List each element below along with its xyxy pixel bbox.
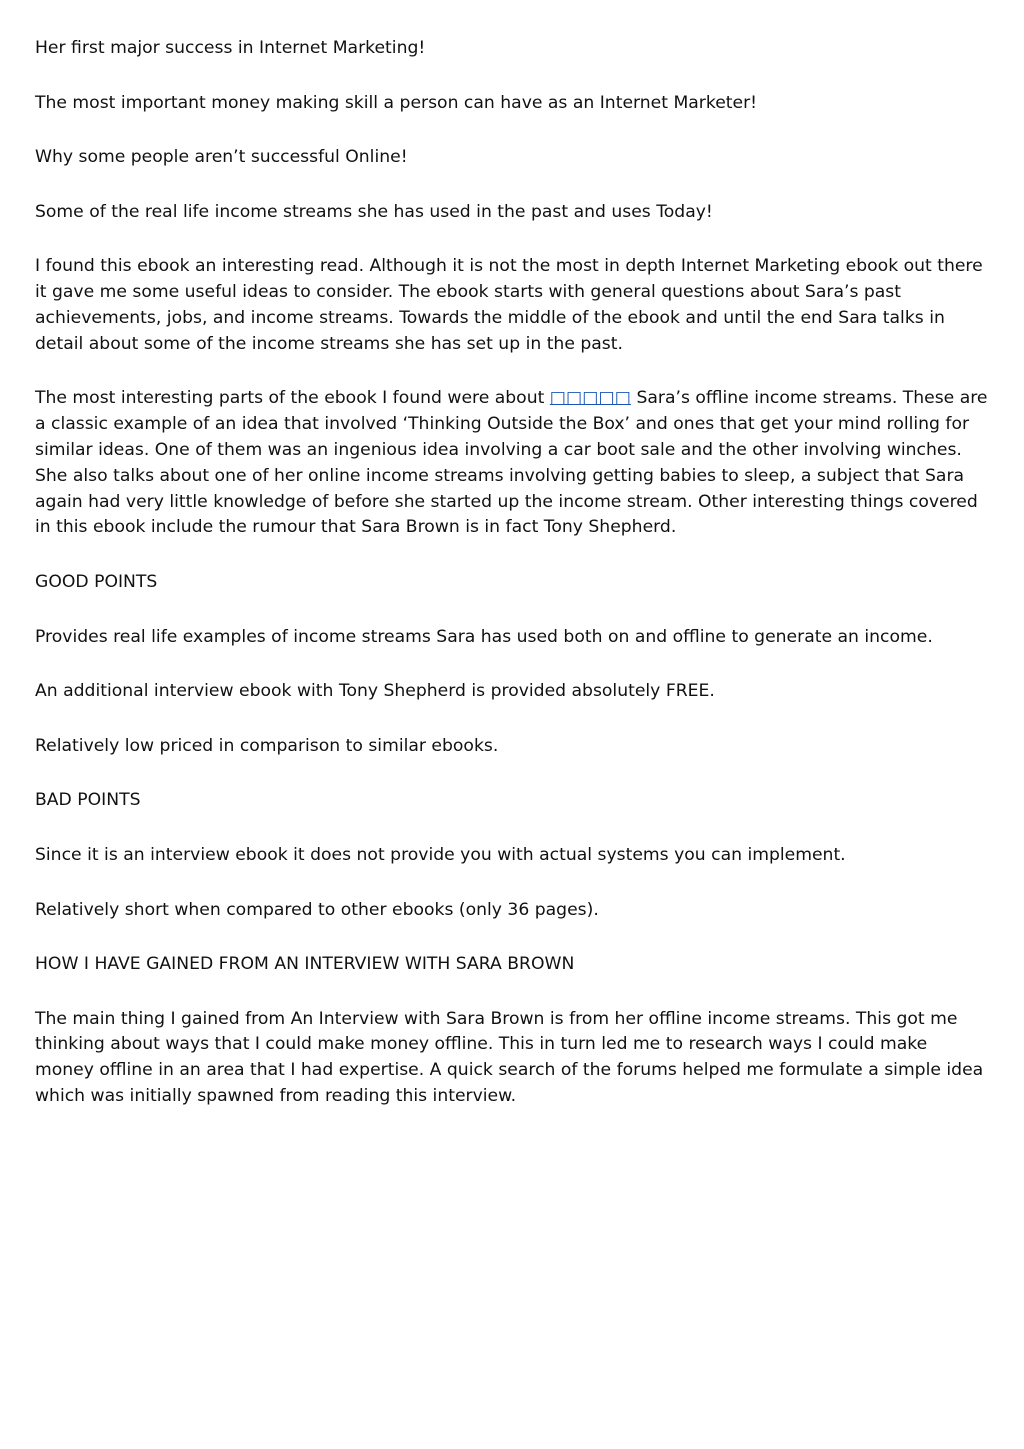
gained-paragraph: The main thing I gained from An Interview with Sara Brown is from her offline income streams. This got me thinking about ways that I could make money offline. This in turn led me to research ways I could make money offline in an area that I had expertise. A quick search of the forums helped me formulate a simple idea which was initially spawned from reading this interview.	[35, 1008, 984, 1107]
review-paragraph-highlights	[35, 386, 988, 541]
bad-point-short: Relatively short when compared to other ebooks (only 36 pages).	[35, 899, 599, 920]
highlights-text-before-link: The most interesting parts of the ebook I found were about	[35, 388, 550, 409]
intro-line-income-streams: Some of the real life income streams she has used in the past and uses Today!	[35, 201, 713, 222]
review-paragraph-overview: I found this ebook an interesting read. Although it is not the most in depth Internet Marketing ebook out there it gave me some useful ideas to consider. The ebook starts with general questions about Sara’s past achievements, jobs, and income streams. Towards the middle of the ebook and until the end Sara talks in detail about some of the income streams she has set up in the past.	[35, 256, 983, 354]
intro-line-first-success: Her first major success in Internet Marketing!	[35, 38, 426, 58]
good-points-heading: GOOD POINTS	[35, 571, 158, 592]
good-point-real-examples: Provides real life examples of income streams Sara has used both on and offline to generate an income.	[35, 626, 933, 647]
bad-point-no-systems: Since it is an interview ebook it does not provide you with actual systems you can implement.	[35, 844, 846, 865]
good-point-free-bonus: An additional interview ebook with Tony Shepherd is provided absolutely FREE.	[35, 681, 715, 702]
bad-points-heading: BAD POINTS	[35, 790, 141, 811]
intro-line-money-skill: The most important money making skill a person can have as an Internet Marketer!	[35, 92, 758, 113]
inline-link[interactable]: □□□□□	[549, 388, 631, 409]
highlights-text-after-link: Sara’s offline income streams. These are a classic example of an idea that involved ‘Thinking Outside the Box’ and ones that get your mind rolling for similar ideas. One of them was an ingenious idea involving a car boot sale and the other involving winches. She also talks about one of her online income streams involving getting babies to sleep, a subject that Sara again had very little knowledge of before she started up the income stream. Other interesting things covered in this ebook include the rumour that Sara Brown is in fact Tony Shepherd.	[35, 388, 988, 538]
good-point-low-price: Relatively low priced in comparison to similar ebooks.	[35, 735, 499, 756]
intro-line-not-successful: Why some people aren’t successful Online!	[35, 147, 408, 168]
gained-heading: HOW I HAVE GAINED FROM AN INTERVIEW WITH SARA BROWN	[35, 954, 575, 975]
